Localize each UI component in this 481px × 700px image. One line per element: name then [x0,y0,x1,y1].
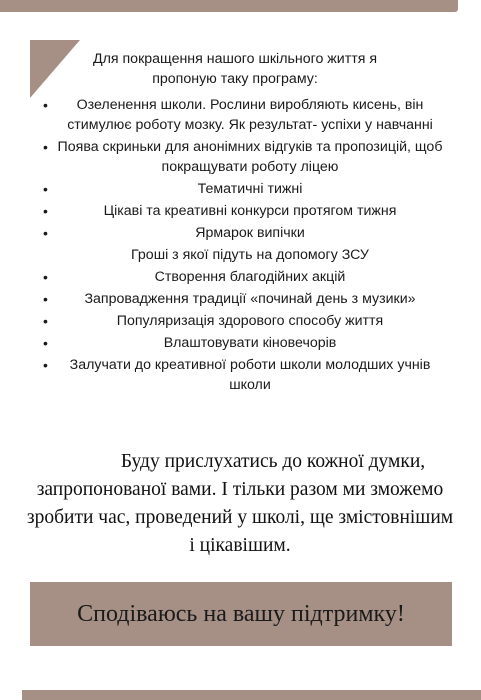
closing-paragraph [25,448,455,560]
list-item-music-tradition: • Запровадження традиції «починай день з музики» [50,288,450,310]
closing-text: Буду прислухатись до кожної думки, запропонованої вами. І тільки разом ми зможемо зробити час, проведений у школі, ще змістовнішим і цікавішим. [26,451,454,556]
list-item-theme-weeks: • Тематичні тижні [50,178,450,200]
program-list [0,94,481,396]
top-accent-bar [0,0,458,12]
list-item-younger-students: • Залучати до креативної роботи школи молодших учнів школи [50,354,450,396]
support-text: Сподіваюсь на вашу підтримку! [77,600,405,627]
intro-text [70,49,400,89]
list-item-charity: • Створення благодійних акцій [50,266,450,288]
list-item-feedback-box: • Поява скриньки для анонімних відгуків та пропозицій, щоб покращувати роботу ліцею [50,136,450,178]
list-item-greening: • Озеленення школи. Рослини виробляють кисень, він стимулює роботу мозку. Як результат- успіхи у навчанні [50,94,450,136]
list-item-bake-sale-note: Гроші з якої підуть на допомогу ЗСУ [131,247,369,263]
support-banner [30,582,452,646]
bottom-accent-bar [22,690,481,700]
intro-line-1: Для покращення нашого шкільного життя я [92,51,377,67]
list-item-healthy-lifestyle: • Популяризація здорового способу життя [50,310,450,332]
list-item-contests: • Цікаві та креативні конкурси протягом тижня [50,200,450,222]
list-item-bake-sale: • Ярмарок випічки [50,222,450,244]
intro-line-2: пропоную таку програму: [152,71,318,87]
list-item-movie-nights: • Влаштовувати кіновечорів [50,332,450,354]
